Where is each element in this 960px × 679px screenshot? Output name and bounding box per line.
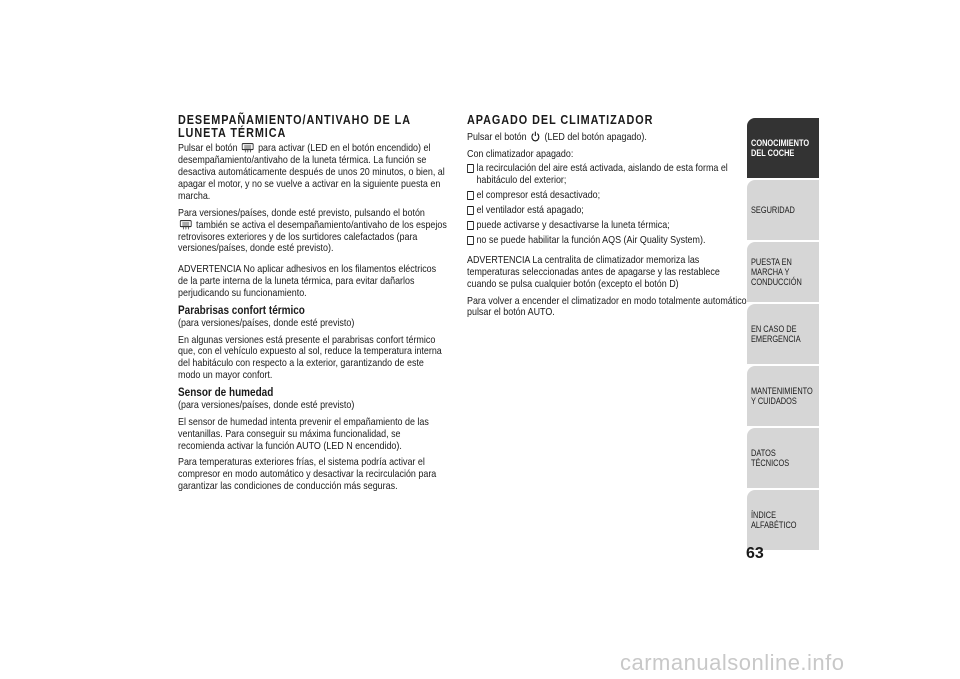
tab-seguridad[interactable]: SEGURIDAD [747,180,819,240]
list-item: no se puede habilitar la función AQS (Air Quality System). [467,235,747,247]
paragraph: Para volver a encender el climatizador en modo totalmente automático pulsar el botón AUTO. [467,295,747,319]
list-item: el ventilador está apagado; [467,205,747,217]
left-column [178,114,447,498]
paragraph: Pulsar el botón para activar (LED en el botón encendido) el desempañamiento/antivaho de la luneta térmica. La función se desactiva automáticamente después de unos 20 minutos, o bien, al apagar el motor, y no se vuelve a activar en la siguiente puesta en marcha. [178,143,445,202]
rear-defrost-icon [242,143,254,153]
section-heading-defrost: DESEMPAÑAMIENTO/ANTIVAHO DE LA LUNETA TÉRMICA [178,113,411,140]
right-column [467,114,747,324]
watermark: carmanualsonline.info [620,650,845,675]
checkbox-bullet-icon [467,164,474,173]
subheading-humidity-sensor: Sensor de humedad [178,386,274,400]
note: (para versiones/países, donde esté previsto) [178,317,355,329]
paragraph: Pulsar el botón (LED del botón apagado). [467,131,647,143]
tab-emergencia[interactable]: EN CASO DE EMERGENCIA [747,304,819,364]
warning-text: ADVERTENCIA No aplicar adhesivos en los filamentos eléctricos de la parte interna de la luneta térmica, para evitar dañarlos perjudicando su funcionamiento. [178,264,437,300]
section-heading-climate-off: APAGADO DEL CLIMATIZADOR [467,113,654,127]
power-off-icon [531,131,540,142]
list-item: el compresor está desactivado; [467,190,747,202]
paragraph: En algunas versiones está presente el parabrisas confort térmico que, con el vehículo expuesto al sol, reduce la temperatura interna del habitáculo con respecto a la exterior, garantizando de este modo un mayor confort. [178,334,442,382]
list-item: puede activarse y desactivarse la luneta térmica; [467,220,747,232]
page-number: 63 [746,545,764,562]
tab-mantenimiento[interactable]: MANTENIMIENTO Y CUIDADOS [747,366,819,426]
tab-puesta-en-marcha[interactable]: PUESTA EN MARCHA Y CONDUCCIÓN [747,242,819,302]
paragraph: El sensor de humedad intenta prevenir el empañamiento de las ventanillas. Para conseguir su máxima funcionalidad, se recomienda activar la función AUTO (LED N encendido). [178,416,429,452]
checkbox-bullet-icon [467,236,474,245]
checkbox-bullet-icon [467,206,474,215]
tab-indice[interactable]: ÍNDICE ALFABÉTICO [747,490,819,550]
warning-text: ADVERTENCIA La centralita de climatizador memoriza las temperaturas seleccionadas antes de apagarse y las restablece cuando se pulsa cualquier botón (excepto el botón D) [467,254,720,290]
tab-datos-tecnicos[interactable]: DATOS TÉCNICOS [747,428,819,488]
rear-defrost-icon [180,220,192,230]
checkbox-bullet-icon [467,221,474,230]
paragraph: Para versiones/países, donde esté previsto, pulsando el botón también se activa el desempañamiento/antivaho de los espejos retrovisores exteriores y de los surtidores calefactados (para versiones/países, donde esté previsto). [178,207,447,255]
checkbox-bullet-icon [467,191,474,200]
note: (para versiones/países, donde esté previsto) [178,399,355,411]
list-item: la recirculación del aire está activada, aislando de esta forma el habitáculo del exterior; [467,163,747,187]
paragraph: Para temperaturas exteriores frías, el sistema podría activar el compresor en modo automático y desactivar la recirculación para garantizar las condiciones de conducción más seguras. [178,457,437,493]
tab-conocimiento[interactable]: CONOCIMIENTO DEL COCHE [747,118,819,178]
paragraph: Con climatizador apagado: [467,148,574,160]
subheading-windscreen: Parabrisas confort térmico [178,304,305,318]
bullet-list [467,163,747,246]
